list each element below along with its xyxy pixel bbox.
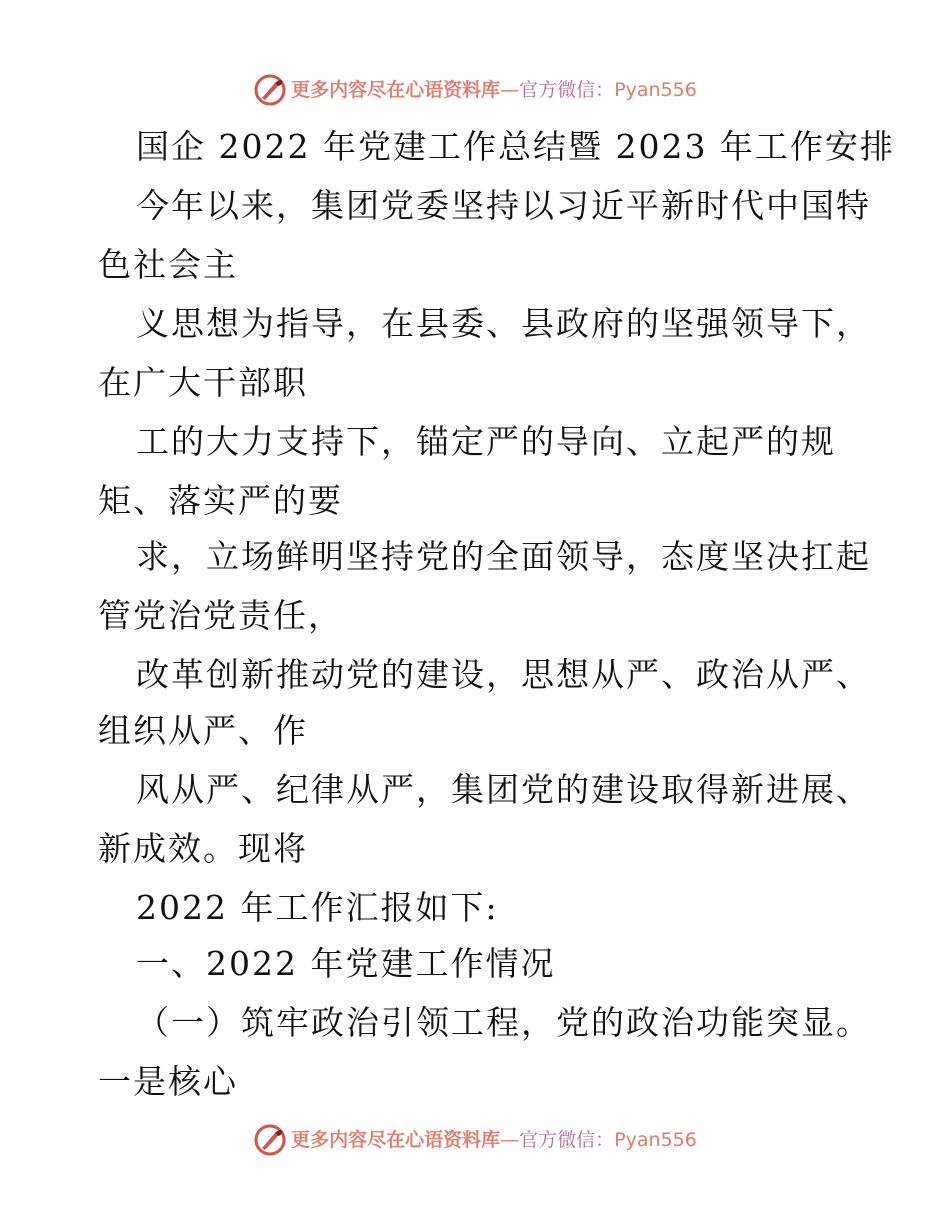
watermark-wechat-label: 官方微信： — [519, 79, 615, 101]
document-title: 国企 2022 年党建工作总结暨 2023 年工作安排 — [136, 127, 895, 166]
watermark-banner-top — [0, 70, 950, 110]
paragraph-line: 组织从严、作 — [98, 711, 308, 750]
paragraph-line: 义思想为指导，在县委、县政府的坚强领导下， — [136, 304, 871, 343]
paragraph-line: 在广大干部职 — [98, 363, 308, 402]
watermark-wechat-id: Pyan556 — [614, 79, 697, 101]
paragraph-line: 工的大力支持下，锚定严的导向、立起严的规 — [136, 422, 836, 461]
quill-seal-icon — [253, 73, 287, 107]
paragraph-line: 改革创新推动党的建设，思想从严、政治从严、 — [136, 655, 871, 694]
paragraph-line: 新成效。现将 — [98, 829, 308, 868]
watermark-main: 更多内容尽在心语资料库 — [291, 79, 501, 101]
section-heading: 一、2022 年党建工作情况 — [136, 944, 556, 983]
paragraph-line: 风从严、纪律从严，集团党的建设取得新进展、 — [136, 770, 871, 809]
paragraph-line: 一是核心 — [98, 1062, 238, 1101]
watermark-main: 更多内容尽在心语资料库 — [291, 1129, 501, 1151]
paragraph-line: 求，立场鲜明坚持党的全面领导，态度坚决扛起 — [136, 537, 871, 576]
watermark-banner-bottom — [0, 1120, 950, 1160]
watermark-wechat-id: Pyan556 — [614, 1129, 697, 1151]
paragraph-line: 矩、落实严的要 — [98, 481, 343, 520]
watermark-wechat-label: 官方微信： — [519, 1129, 615, 1151]
paragraph-line: 今年以来，集团党委坚持以习近平新时代中国特 — [136, 186, 871, 225]
quill-seal-icon — [253, 1123, 287, 1157]
paragraph-line: 色社会主 — [98, 245, 238, 284]
watermark-separator: — — [500, 1129, 520, 1151]
watermark-text — [291, 70, 697, 110]
subsection-heading: （一）筑牢政治引领工程，党的政治功能突显。 — [136, 1003, 871, 1042]
watermark-text — [291, 1120, 697, 1160]
paragraph-line: 管党治党责任， — [98, 596, 343, 635]
paragraph-line: 2022 年工作汇报如下: — [136, 888, 499, 927]
watermark-separator: — — [500, 79, 520, 101]
